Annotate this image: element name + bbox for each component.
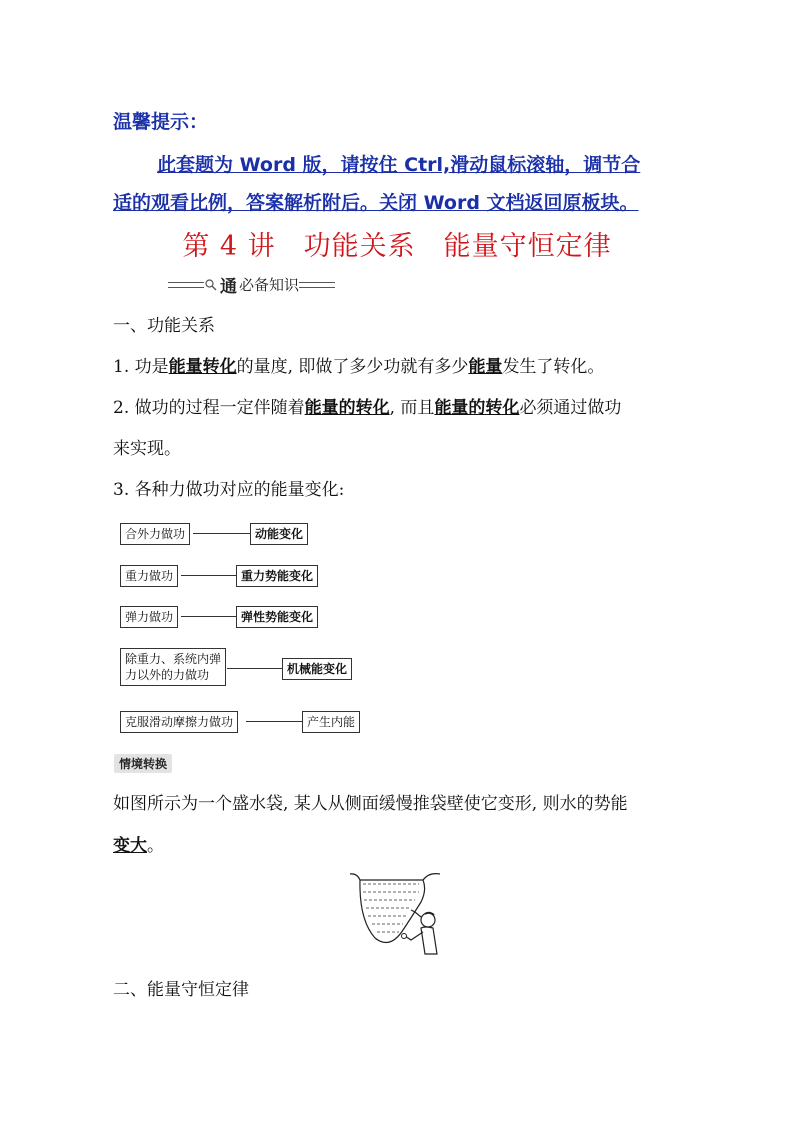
scenario-tag: 情境转换 xyxy=(114,754,172,773)
connector-line xyxy=(227,668,282,669)
magnifier-icon xyxy=(204,278,218,292)
item-2-cont: 来实现。 xyxy=(113,439,181,459)
force-box-net-force: 合外力做功 xyxy=(120,523,190,545)
force-box-gravity: 重力做功 xyxy=(120,565,178,587)
connector-line xyxy=(181,575,236,576)
banner-rule-right xyxy=(299,282,335,288)
force-box-elastic: 弹力做功 xyxy=(120,606,178,628)
banner-rule-left xyxy=(168,282,204,288)
tip-title: 温馨提示： xyxy=(113,111,209,133)
item-2: 2. 做功的过程一定伴随着能量的转化, 而且能量的转化必须通过做功 xyxy=(113,398,622,418)
energy-box-internal: 产生内能 xyxy=(302,711,360,733)
section2-heading: 二、能量守恒定律 xyxy=(113,980,249,1000)
answer-energy-transfer-2: 能量的转化 xyxy=(434,398,520,418)
answer-energy-transfer-1: 能量的转化 xyxy=(304,398,390,418)
connector-line xyxy=(181,616,236,617)
energy-box-kinetic: 动能变化 xyxy=(250,523,308,545)
answer-energy: 能量 xyxy=(468,357,503,377)
energy-box-mechanical: 机械能变化 xyxy=(282,658,352,680)
section1-heading: 一、功能关系 xyxy=(113,316,215,336)
section-banner xyxy=(168,272,335,297)
water-bag-figure xyxy=(345,870,455,960)
force-box-friction: 克服滑动摩擦力做功 xyxy=(120,711,238,733)
banner-badge: 通 xyxy=(220,277,237,297)
item-1: 1. 功是能量转化的量度, 即做了多少功就有多少能量发生了转化。 xyxy=(113,357,605,377)
connector-line xyxy=(246,721,302,722)
tip-body xyxy=(113,146,693,222)
energy-box-gravitational: 重力势能变化 xyxy=(236,565,318,587)
energy-box-elastic-potential: 弹性势能变化 xyxy=(236,606,318,628)
tip-line-2: 适的观看比例，答案解析附后。关闭 Word 文档返回原板块。 xyxy=(113,192,639,214)
item-3: 3. 各种力做功对应的能量变化: xyxy=(113,480,345,500)
connector-line xyxy=(193,533,250,534)
scenario-answer-line: 变大。 xyxy=(113,836,164,856)
answer-energy-conversion: 能量转化 xyxy=(168,357,237,377)
answer-increase: 变大 xyxy=(113,836,147,856)
banner-label: 必备知识 xyxy=(239,276,300,294)
tip-line-1: 此套题为 Word 版，请按住 Ctrl,滑动鼠标滚轴，调节合 xyxy=(157,154,641,176)
lecture-title: 第 4 讲 功能关系 能量守恒定律 xyxy=(182,231,612,262)
force-box-other: 除重力、系统内弹 力以外的力做功 xyxy=(120,648,226,686)
scenario-text: 如图所示为一个盛水袋, 某人从侧面缓慢推袋壁使它变形, 则水的势能 xyxy=(113,794,628,814)
